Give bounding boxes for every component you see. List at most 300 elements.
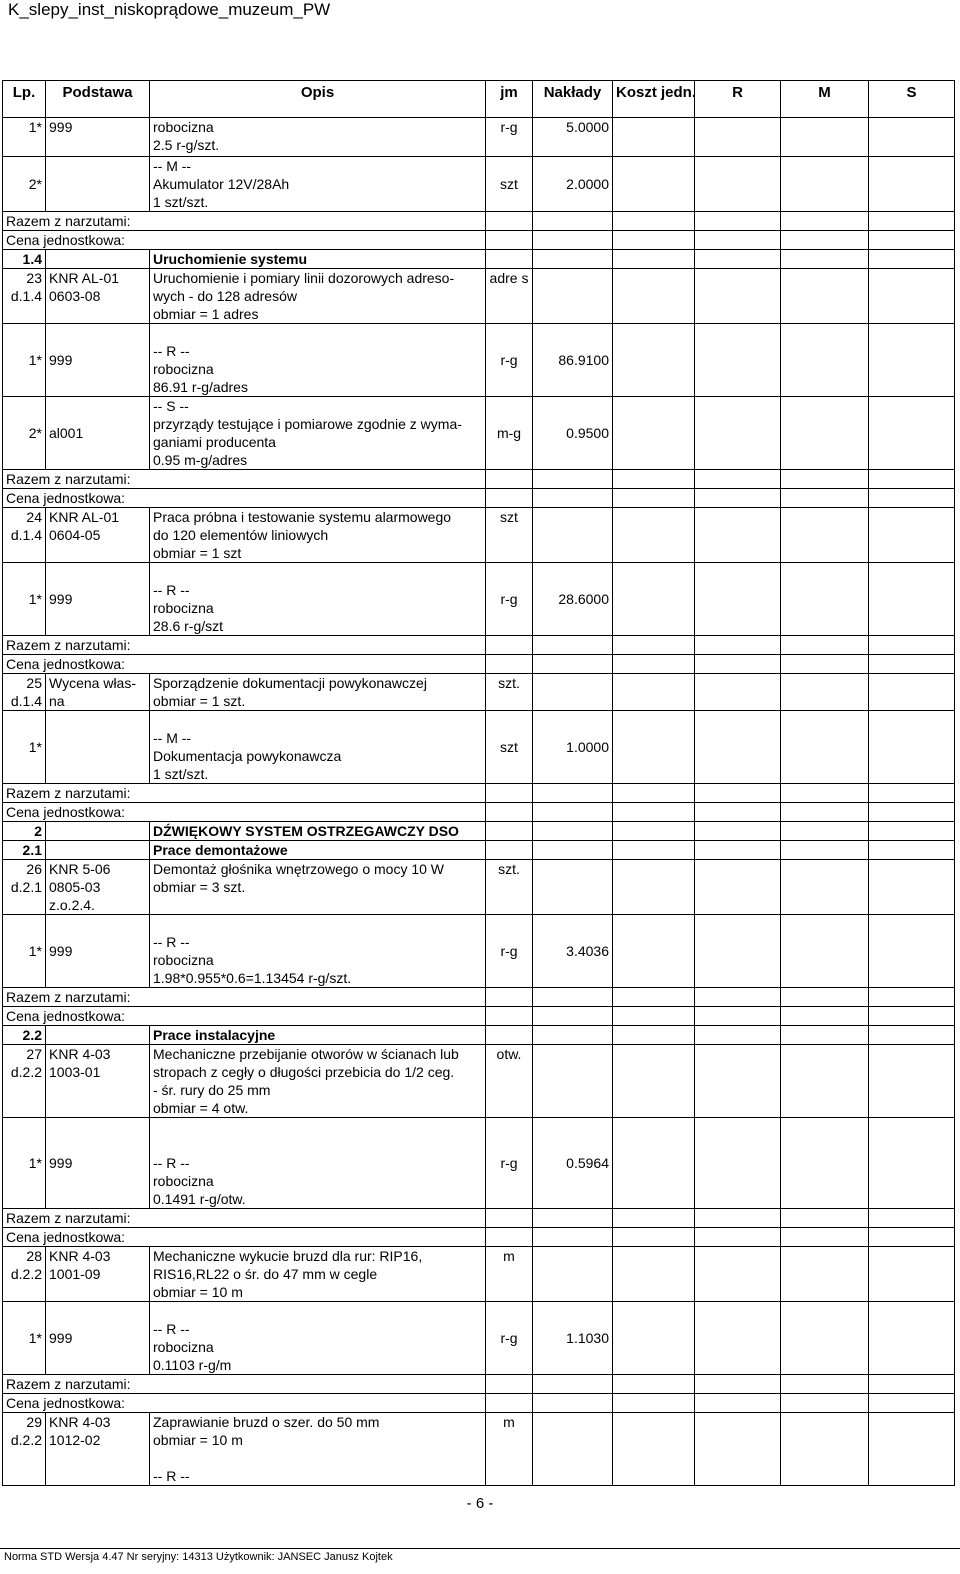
empty-cell (781, 157, 869, 212)
empty-cell (486, 803, 533, 822)
opis-line: Sporządzenie dokumentacji powykonawczej (153, 675, 427, 691)
cell-opis (150, 269, 486, 324)
cell-jm (486, 250, 533, 269)
empty-cell (613, 655, 695, 674)
col-header-m: M (781, 81, 869, 118)
cell-opis (150, 822, 486, 841)
table-row (3, 397, 955, 470)
empty-cell (695, 803, 781, 822)
empty-cell (613, 1375, 695, 1394)
empty-cell (613, 822, 695, 841)
empty-cell (781, 1026, 869, 1045)
empty-cell (695, 1228, 781, 1247)
empty-cell (486, 1209, 533, 1228)
empty-cell (613, 269, 695, 324)
opis-line: ganiami producenta (153, 434, 276, 450)
cell-jm: adre s (486, 269, 533, 324)
empty-cell (486, 470, 533, 489)
opis-line: Uruchomienie i pomiary linii dozorowych adreso- (153, 270, 455, 286)
col-header-s: S (869, 81, 955, 118)
empty-cell (613, 1209, 695, 1228)
opis-line (153, 1449, 482, 1467)
cell-naklady: 2.0000 (533, 157, 613, 212)
cell-lp: 1* (3, 711, 46, 784)
footer-text: Norma STD Wersja 4.47 Nr seryjny: 14313 Użytkownik: JANSEC Janusz Kojtek (4, 1551, 393, 1563)
opis-line: stropach z cegły o długości przebicia do 1/2 ceg. (153, 1064, 455, 1080)
opis-line: 0.1491 r-g/otw. (153, 1191, 246, 1207)
empty-cell (781, 841, 869, 860)
cell-podstawa: Wycena włas- na (46, 674, 150, 711)
empty-cell (781, 397, 869, 470)
empty-cell (781, 269, 869, 324)
empty-cell (869, 250, 955, 269)
table-row (3, 711, 955, 784)
empty-cell (869, 860, 955, 915)
opis-line: -- R -- (153, 1321, 190, 1337)
empty-cell (869, 157, 955, 212)
cell-podstawa: 999 (46, 118, 150, 157)
empty-cell (613, 803, 695, 822)
opis-line (153, 1118, 482, 1136)
empty-cell (781, 674, 869, 711)
page-number: - 6 - (466, 1495, 494, 1512)
empty-cell (781, 1045, 869, 1118)
empty-cell (695, 1375, 781, 1394)
cell-jm (486, 841, 533, 860)
empty-cell (695, 324, 781, 397)
opis-line: Demontaż głośnika wnętrzowego o mocy 10 W (153, 861, 445, 877)
empty-cell (695, 1026, 781, 1045)
empty-cell (781, 250, 869, 269)
cell-lp: 24 d.1.4 (3, 508, 46, 563)
empty-cell (695, 636, 781, 655)
table-row (3, 822, 955, 841)
empty-cell (869, 269, 955, 324)
empty-cell (781, 1394, 869, 1413)
empty-cell (613, 841, 695, 860)
summary-label: Razem z narzutami: (3, 988, 486, 1007)
table-row (3, 655, 955, 674)
empty-cell (613, 470, 695, 489)
cell-naklady (533, 860, 613, 915)
table-row (3, 1247, 955, 1302)
empty-cell (486, 655, 533, 674)
cell-opis (150, 1026, 486, 1045)
cell-podstawa: al001 (46, 397, 150, 470)
empty-cell (613, 489, 695, 508)
empty-cell (695, 508, 781, 563)
empty-cell (869, 655, 955, 674)
col-header-opis: Opis (150, 81, 486, 118)
cell-naklady (533, 1413, 613, 1486)
cell-naklady (533, 508, 613, 563)
table-row (3, 1209, 955, 1228)
col-header-naklady: Nakłady (533, 81, 613, 118)
opis-line: 1.98*0.955*0.6=1.13454 r-g/szt. (153, 970, 352, 986)
empty-cell (613, 636, 695, 655)
opis-line: 1 szt/szt. (153, 194, 209, 210)
empty-cell (781, 563, 869, 636)
empty-cell (533, 636, 613, 655)
empty-cell (869, 822, 955, 841)
cell-podstawa: KNR 4-03 1001-09 (46, 1247, 150, 1302)
empty-cell (781, 655, 869, 674)
table-row (3, 508, 955, 563)
empty-cell (613, 674, 695, 711)
cell-jm: r-g (486, 324, 533, 397)
empty-cell (533, 231, 613, 250)
cell-lp: 1* (3, 563, 46, 636)
empty-cell (613, 231, 695, 250)
cell-jm: r-g (486, 1302, 533, 1375)
empty-cell (869, 1413, 955, 1486)
empty-cell (613, 1247, 695, 1302)
empty-cell (869, 1228, 955, 1247)
empty-cell (486, 489, 533, 508)
cell-opis (150, 1247, 486, 1302)
empty-cell (695, 674, 781, 711)
opis-line (153, 324, 482, 342)
empty-cell (695, 860, 781, 915)
cell-naklady (533, 269, 613, 324)
cell-jm: szt (486, 157, 533, 212)
empty-cell (613, 212, 695, 231)
cell-opis (150, 324, 486, 397)
opis-line: 1 szt/szt. (153, 766, 209, 782)
cell-opis (150, 397, 486, 470)
cell-podstawa (46, 711, 150, 784)
summary-label: Cena jednostkowa: (3, 1228, 486, 1247)
empty-cell (533, 489, 613, 508)
empty-cell (869, 563, 955, 636)
empty-cell (486, 1007, 533, 1026)
table-row (3, 269, 955, 324)
opis-line: obmiar = 1 adres (153, 306, 259, 322)
empty-cell (695, 1302, 781, 1375)
empty-cell (869, 784, 955, 803)
opis-line: robocizna (153, 1173, 214, 1189)
cell-lp: 1* (3, 915, 46, 988)
cell-naklady: 1.0000 (533, 711, 613, 784)
empty-cell (533, 1007, 613, 1026)
cell-lp: 27 d.2.2 (3, 1045, 46, 1118)
cell-opis (150, 250, 486, 269)
cell-naklady (533, 822, 613, 841)
empty-cell (869, 1118, 955, 1209)
opis-line: obmiar = 3 szt. (153, 879, 246, 895)
cell-naklady (533, 1026, 613, 1045)
cell-podstawa: KNR 4-03 1003-01 (46, 1045, 150, 1118)
empty-cell (613, 860, 695, 915)
cell-podstawa: 999 (46, 563, 150, 636)
empty-cell (869, 674, 955, 711)
table-row (3, 841, 955, 860)
table-row (3, 636, 955, 655)
cell-naklady: 28.6000 (533, 563, 613, 636)
cell-lp: 25 d.1.4 (3, 674, 46, 711)
cell-jm: r-g (486, 563, 533, 636)
empty-cell (781, 1209, 869, 1228)
empty-cell (695, 118, 781, 157)
cell-naklady: 0.9500 (533, 397, 613, 470)
empty-cell (695, 988, 781, 1007)
opis-line: Praca próbna i testowanie systemu alarmowego (153, 509, 452, 525)
empty-cell (613, 1413, 695, 1486)
summary-label: Razem z narzutami: (3, 784, 486, 803)
empty-cell (695, 563, 781, 636)
summary-label: Cena jednostkowa: (3, 655, 486, 674)
empty-cell (781, 1228, 869, 1247)
empty-cell (486, 1228, 533, 1247)
cell-opis (150, 1413, 486, 1486)
cell-lp: 2* (3, 157, 46, 212)
table-body (3, 118, 955, 1486)
empty-cell (781, 822, 869, 841)
cell-jm (486, 822, 533, 841)
cell-podstawa: 999 (46, 1118, 150, 1209)
col-header-r: R (695, 81, 781, 118)
cell-opis (150, 1045, 486, 1118)
opis-line: do 120 elementów liniowych (153, 527, 329, 543)
opis-line: -- S -- (153, 398, 189, 414)
summary-label: Razem z narzutami: (3, 636, 486, 655)
cell-naklady: 86.9100 (533, 324, 613, 397)
table-row (3, 1413, 955, 1486)
opis-line: Zaprawianie bruzd o szer. do 50 mm (153, 1414, 380, 1430)
empty-cell (533, 1228, 613, 1247)
empty-cell (869, 636, 955, 655)
cell-naklady (533, 250, 613, 269)
cell-opis (150, 860, 486, 915)
empty-cell (613, 324, 695, 397)
empty-cell (486, 988, 533, 1007)
cell-naklady: 1.1030 (533, 1302, 613, 1375)
opis-line: - śr. rury do 25 mm (153, 1082, 271, 1098)
cell-naklady (533, 1045, 613, 1118)
opis-line: -- R -- (153, 582, 190, 598)
table-row (3, 1375, 955, 1394)
empty-cell (695, 822, 781, 841)
cell-jm: otw. (486, 1045, 533, 1118)
empty-cell (781, 1118, 869, 1209)
table-row (3, 1302, 955, 1375)
cell-jm: r-g (486, 915, 533, 988)
opis-line: obmiar = 1 szt. (153, 693, 246, 709)
empty-cell (781, 860, 869, 915)
empty-cell (613, 250, 695, 269)
empty-cell (486, 784, 533, 803)
empty-cell (869, 1375, 955, 1394)
empty-cell (533, 1394, 613, 1413)
empty-cell (613, 1118, 695, 1209)
cell-opis (150, 508, 486, 563)
col-header-jm: jm (486, 81, 533, 118)
empty-cell (695, 470, 781, 489)
opis-line: robocizna (153, 600, 214, 616)
empty-cell (781, 1007, 869, 1026)
empty-cell (613, 988, 695, 1007)
opis-line: 86.91 r-g/adres (153, 379, 248, 395)
summary-label: Razem z narzutami: (3, 1375, 486, 1394)
opis-line: 0.95 m-g/adres (153, 452, 248, 468)
empty-cell (695, 397, 781, 470)
cell-naklady (533, 841, 613, 860)
empty-cell (869, 324, 955, 397)
table-row (3, 157, 955, 212)
cell-opis (150, 157, 486, 212)
empty-cell (869, 118, 955, 157)
opis-line (153, 915, 482, 933)
empty-cell (781, 915, 869, 988)
empty-cell (781, 489, 869, 508)
empty-cell (613, 915, 695, 988)
empty-cell (613, 563, 695, 636)
opis-line: obmiar = 10 m (153, 1432, 243, 1448)
table-row (3, 784, 955, 803)
empty-cell (781, 118, 869, 157)
empty-cell (869, 1007, 955, 1026)
opis-line: Prace instalacyjne (153, 1027, 276, 1043)
empty-cell (695, 1209, 781, 1228)
cell-lp: 2.1 (3, 841, 46, 860)
opis-line: 0.1103 r-g/m (153, 1357, 232, 1373)
cell-opis (150, 118, 486, 157)
table-row (3, 915, 955, 988)
empty-cell (613, 1007, 695, 1026)
cell-podstawa (46, 250, 150, 269)
opis-line (153, 711, 482, 729)
cell-podstawa: KNR 4-03 1012-02 (46, 1413, 150, 1486)
cell-podstawa (46, 157, 150, 212)
footer-divider (0, 1548, 960, 1549)
empty-cell (533, 784, 613, 803)
table-row (3, 563, 955, 636)
empty-cell (869, 1045, 955, 1118)
empty-cell (781, 231, 869, 250)
cell-jm: szt. (486, 860, 533, 915)
empty-cell (695, 1118, 781, 1209)
table-row (3, 1007, 955, 1026)
cell-opis (150, 841, 486, 860)
cell-lp: 2* (3, 397, 46, 470)
empty-cell (695, 157, 781, 212)
empty-cell (695, 1045, 781, 1118)
empty-cell (613, 397, 695, 470)
cell-lp: 29 d.2.2 (3, 1413, 46, 1486)
table-row (3, 803, 955, 822)
cell-opis (150, 674, 486, 711)
cell-naklady: 3.4036 (533, 915, 613, 988)
empty-cell (869, 1302, 955, 1375)
empty-cell (869, 470, 955, 489)
cell-jm: r-g (486, 1118, 533, 1209)
empty-cell (695, 1247, 781, 1302)
empty-cell (533, 655, 613, 674)
summary-label: Cena jednostkowa: (3, 1394, 486, 1413)
cell-jm: r-g (486, 118, 533, 157)
empty-cell (869, 212, 955, 231)
cost-table-wrapper (2, 80, 954, 1484)
empty-cell (613, 1026, 695, 1045)
opis-line: robocizna (153, 361, 214, 377)
opis-line: Mechaniczne wykucie bruzd dla rur: RIP16, (153, 1248, 423, 1264)
opis-line: DŹWIĘKOWY SYSTEM OSTRZEGAWCZY DSO (153, 823, 459, 839)
summary-label: Cena jednostkowa: (3, 231, 486, 250)
col-header-podstawa: Podstawa (46, 81, 150, 118)
opis-line: -- R -- (153, 1468, 190, 1484)
empty-cell (533, 212, 613, 231)
cell-lp: 23 d.1.4 (3, 269, 46, 324)
empty-cell (869, 1394, 955, 1413)
empty-cell (613, 508, 695, 563)
table-row (3, 212, 955, 231)
opis-line: przyrządy testujące i pomiarowe zgodnie z wyma- (153, 416, 462, 432)
empty-cell (695, 711, 781, 784)
empty-cell (869, 841, 955, 860)
empty-cell (695, 1394, 781, 1413)
empty-cell (486, 1375, 533, 1394)
empty-cell (869, 231, 955, 250)
empty-cell (869, 508, 955, 563)
table-row (3, 1118, 955, 1209)
cell-podstawa: 999 (46, 324, 150, 397)
empty-cell (533, 470, 613, 489)
summary-label: Cena jednostkowa: (3, 1007, 486, 1026)
col-header-koszt: Koszt jedn. (613, 81, 695, 118)
empty-cell (869, 803, 955, 822)
empty-cell (869, 915, 955, 988)
empty-cell (781, 508, 869, 563)
opis-line: Uruchomienie systemu (153, 251, 308, 267)
table-row (3, 1228, 955, 1247)
empty-cell (533, 1209, 613, 1228)
empty-cell (486, 1394, 533, 1413)
empty-cell (869, 1209, 955, 1228)
cell-lp: 1* (3, 1302, 46, 1375)
opis-line: 2.5 r-g/szt. (153, 137, 220, 153)
table-row (3, 118, 955, 157)
opis-line: -- R -- (153, 1155, 190, 1171)
opis-line: robocizna (153, 119, 214, 135)
empty-cell (533, 1375, 613, 1394)
table-header-row (3, 81, 955, 118)
empty-cell (613, 1302, 695, 1375)
empty-cell (781, 784, 869, 803)
cell-jm: m-g (486, 397, 533, 470)
cell-opis (150, 915, 486, 988)
empty-cell (695, 1413, 781, 1486)
empty-cell (613, 118, 695, 157)
empty-cell (533, 988, 613, 1007)
cell-jm: m (486, 1413, 533, 1486)
empty-cell (781, 212, 869, 231)
cell-opis (150, 1118, 486, 1209)
empty-cell (486, 636, 533, 655)
cell-podstawa (46, 1026, 150, 1045)
table-row (3, 674, 955, 711)
table-row (3, 231, 955, 250)
col-header-lp: Lp. (3, 81, 46, 118)
opis-line: robocizna (153, 952, 214, 968)
empty-cell (695, 250, 781, 269)
summary-label: Razem z narzutami: (3, 212, 486, 231)
empty-cell (695, 269, 781, 324)
cell-jm: szt (486, 711, 533, 784)
summary-label: Cena jednostkowa: (3, 803, 486, 822)
opis-line: -- M -- (153, 158, 192, 174)
empty-cell (781, 1413, 869, 1486)
opis-line (153, 1302, 482, 1320)
